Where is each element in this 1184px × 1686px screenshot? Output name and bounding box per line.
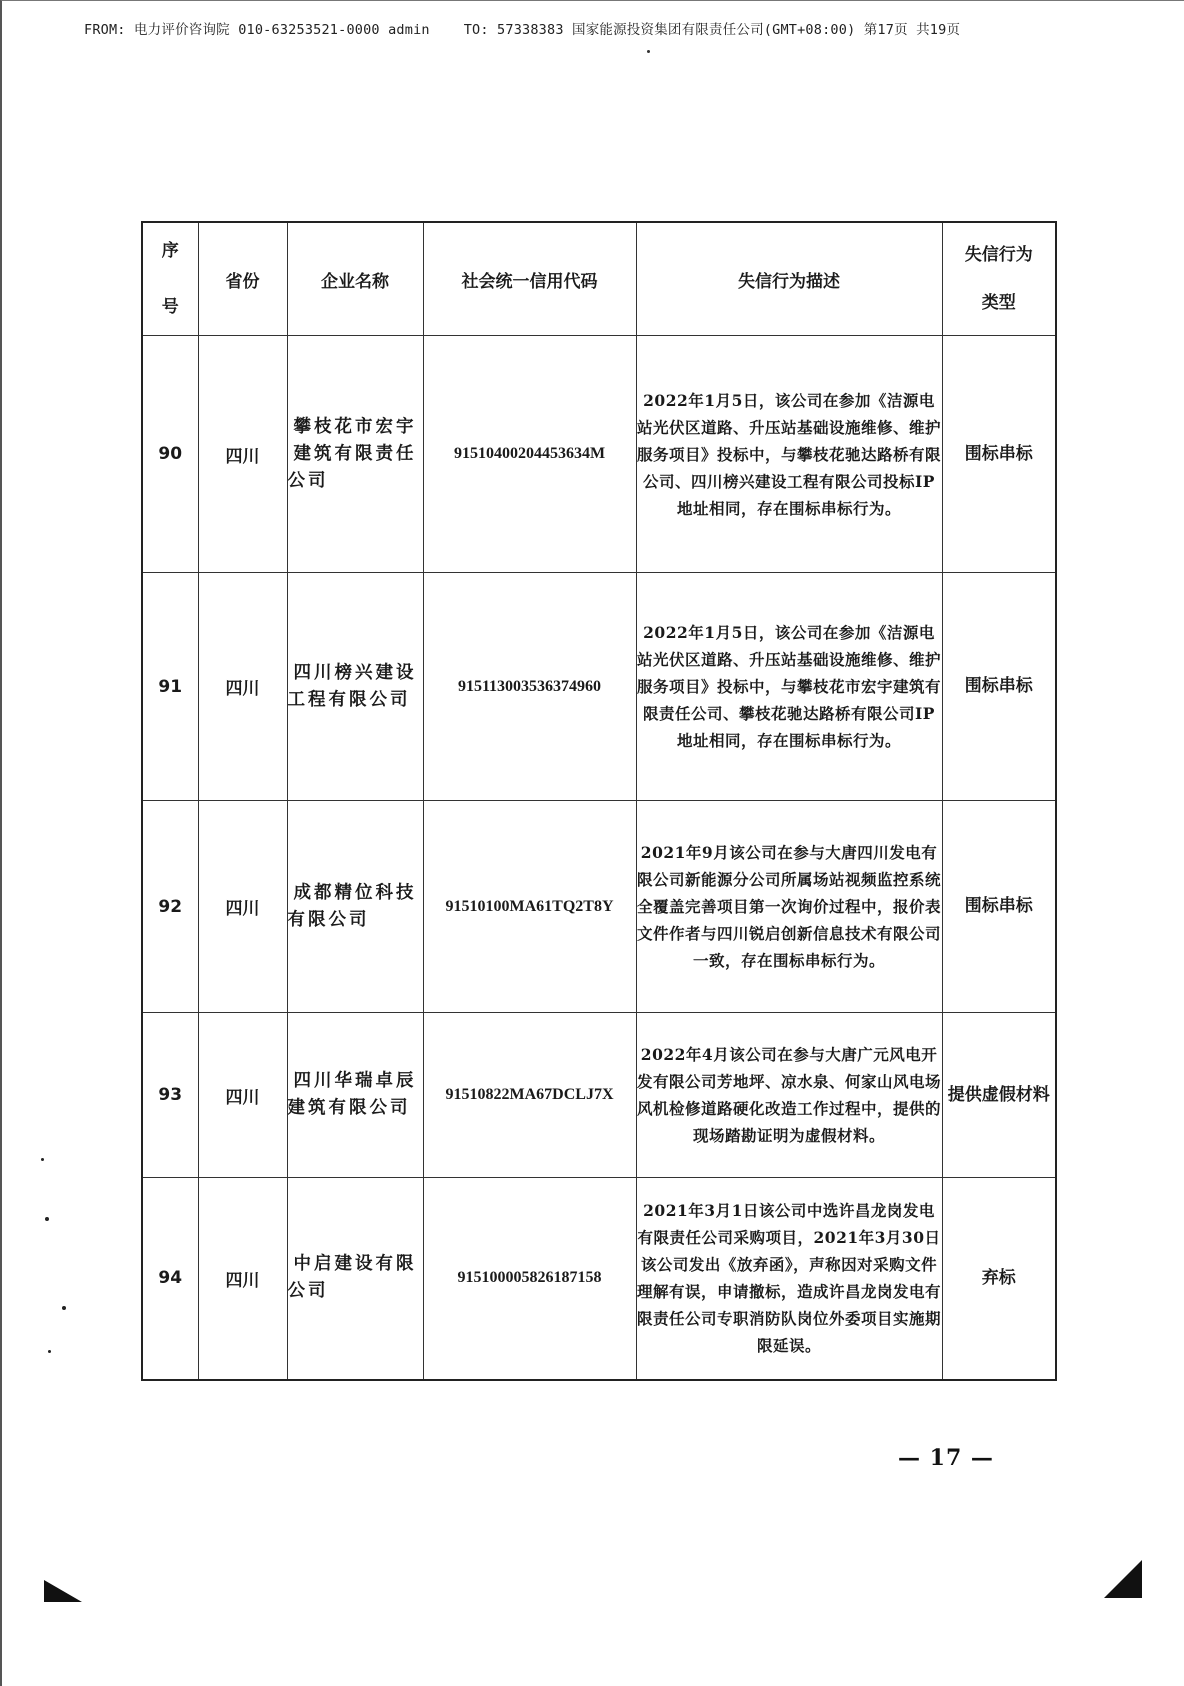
scan-speck <box>45 1217 49 1221</box>
scan-speck <box>41 1158 44 1161</box>
row-number: 90 <box>142 336 198 573</box>
row-credit-code: 91510100MA61TQ2T8Y <box>423 801 636 1013</box>
row-company: 中启建设有限公司 <box>287 1178 423 1380</box>
header-type-line1: 失信行为 <box>964 245 1033 265</box>
row-type: 提供虚假材料 <box>942 1013 1056 1178</box>
row-company: 成都精位科技有限公司 <box>287 801 423 1013</box>
row-province: 四川 <box>198 1013 287 1178</box>
header-credit-code: 社会统一信用代码 <box>423 222 636 336</box>
header-seq-line1: 序 <box>161 241 179 261</box>
table-row <box>142 1178 1056 1380</box>
table-row <box>142 573 1056 801</box>
row-province: 四川 <box>198 801 287 1013</box>
table-header-row <box>142 222 1056 336</box>
row-description: 2022年4月该公司在参与大唐广元风电开发有限公司芳地坪、凉水泉、何家山风电场风机检修道路硬化改造工作过程中，提供的现场踏勘证明为虚假材料。 <box>636 1013 942 1178</box>
row-number: 94 <box>142 1178 198 1380</box>
row-description: 2022年1月5日，该公司在参加《洁源电站光伏区道路、升压站基础设施维修、维护服务项目》投标中，与攀枝花驰达路桥有限公司、四川榜兴建设工程有限公司投标IP地址相同，存在围标串标行为。 <box>636 336 942 573</box>
header-description: 失信行为描述 <box>636 222 942 336</box>
corner-registration-mark <box>44 1580 82 1602</box>
header-seq-line2: 号 <box>161 297 179 317</box>
row-number: 91 <box>142 573 198 801</box>
fax-to: TO: 57338383 国家能源投资集团有限责任公司(GMT+08:00) 第17页 共19页 <box>463 22 961 38</box>
scan-speck <box>48 1350 51 1353</box>
fax-header <box>84 18 960 38</box>
row-credit-code: 915113003536374960 <box>423 573 636 801</box>
row-type: 弃标 <box>942 1178 1056 1380</box>
row-company: 四川榜兴建设工程有限公司 <box>287 573 423 801</box>
header-province: 省份 <box>198 222 287 336</box>
scan-speck <box>647 50 650 53</box>
row-province: 四川 <box>198 1178 287 1380</box>
row-description: 2022年1月5日，该公司在参加《洁源电站光伏区道路、升压站基础设施维修、维护服务项目》投标中，与攀枝花市宏宇建筑有限责任公司、攀枝花驰达路桥有限公司IP地址相同，存在围标串标行为。 <box>636 573 942 801</box>
table-row <box>142 336 1056 573</box>
row-type: 围标串标 <box>942 336 1056 573</box>
row-number: 92 <box>142 801 198 1013</box>
corner-registration-mark <box>1104 1560 1142 1598</box>
row-credit-code: 91510400204453634M <box>423 336 636 573</box>
header-type-line2: 类型 <box>981 293 1016 313</box>
row-credit-code: 915100005826187158 <box>423 1178 636 1380</box>
row-company: 攀枝花市宏宇建筑有限责任公司 <box>287 336 423 573</box>
row-type: 围标串标 <box>942 573 1056 801</box>
row-type: 围标串标 <box>942 801 1056 1013</box>
fax-from: FROM: 电力评价咨询院 010-63253521-0000 admin <box>84 22 430 38</box>
row-province: 四川 <box>198 573 287 801</box>
header-type <box>942 222 1056 336</box>
header-company: 企业名称 <box>287 222 423 336</box>
page-number: — 17 — <box>898 1445 994 1471</box>
table-row <box>142 801 1056 1013</box>
row-description: 2021年3月1日该公司中选许昌龙岗发电有限责任公司采购项目，2021年3月30日该公司发出《放弃函》，声称因对采购文件理解有误，申请撤标，造成许昌龙岗发电有限责任公司专职消防队岗位外委项目实施期限延误。 <box>636 1178 942 1380</box>
row-credit-code: 91510822MA67DCLJ7X <box>423 1013 636 1178</box>
header-seq <box>142 222 198 336</box>
row-company: 四川华瑞卓辰建筑有限公司 <box>287 1013 423 1178</box>
scan-speck <box>62 1306 66 1310</box>
table-row <box>142 1013 1056 1178</box>
row-description: 2021年9月该公司在参与大唐四川发电有限公司新能源分公司所属场站视频监控系统全覆盖完善项目第一次询价过程中，报价表文件作者与四川锐启创新信息技术有限公司一致，存在围标串标行为。 <box>636 801 942 1013</box>
row-province: 四川 <box>198 336 287 573</box>
dishonest-conduct-table <box>141 221 1057 1381</box>
row-number: 93 <box>142 1013 198 1178</box>
